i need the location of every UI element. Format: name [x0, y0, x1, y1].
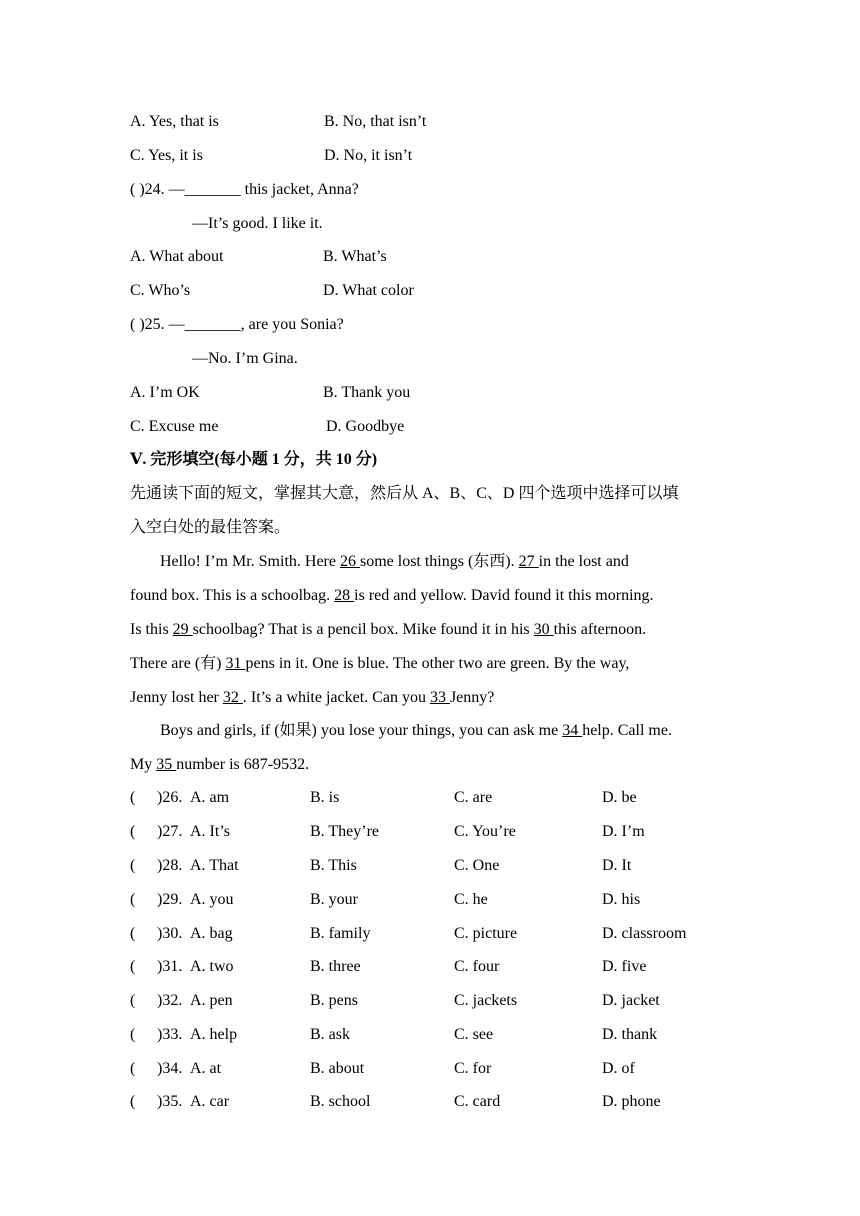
q25-option-b: B. Thank you: [323, 384, 411, 401]
option-a: A. bag: [190, 925, 233, 942]
blank-29: 29: [172, 621, 193, 638]
option-c: C. four: [454, 958, 500, 975]
section-instruction-line-1: 先通读下面的短文，掌握其大意，然后从 A、B、C、D 四个选项中选择可以填: [130, 485, 679, 502]
answer-paren: (: [130, 1093, 136, 1110]
blank-34: 34: [562, 722, 583, 739]
option-c: C. see: [454, 1026, 494, 1043]
option-d: D. thank: [602, 1026, 658, 1043]
option-c: C. You’re: [454, 823, 516, 840]
blank-33: 33: [429, 689, 450, 706]
question-number: )27.: [157, 823, 183, 840]
q24-option-a: A. What about: [130, 248, 224, 265]
option-d: D. jacket: [602, 992, 660, 1009]
option-b: B. is: [310, 789, 340, 806]
option-c: C. for: [454, 1060, 492, 1077]
option-c: C. he: [454, 891, 488, 908]
option-d: D. of: [602, 1060, 635, 1077]
option-d: D. classroom: [602, 925, 687, 942]
answer-paren: (: [130, 1026, 136, 1043]
option-d: D. It: [602, 857, 632, 874]
blank-28: 28: [334, 587, 355, 604]
cloze-question-33: [130, 1026, 770, 1046]
cloze-question-32: [130, 992, 770, 1012]
question-number: )31.: [157, 958, 183, 975]
answer-paren: (: [130, 857, 136, 874]
answer-paren: (: [130, 891, 136, 908]
option-c: C. picture: [454, 925, 518, 942]
question-number: )34.: [157, 1060, 183, 1077]
passage-line-6: Boys and girls, if (如果) you lose your things, you can ask me 34 help. Call me.: [160, 722, 672, 739]
q24-prompt: ( )24. —_______ this jacket, Anna?: [130, 181, 359, 198]
q24-option-d: D. What color: [323, 282, 414, 299]
option-b: B. ask: [310, 1026, 350, 1043]
option-b: B. pens: [310, 992, 358, 1009]
option-a: A. car: [190, 1093, 230, 1110]
question-number: )28.: [157, 857, 183, 874]
q23-option-c: C. Yes, it is: [130, 147, 203, 164]
option-b: B. school: [310, 1093, 371, 1110]
q24-option-b: B. What’s: [323, 248, 387, 265]
blank-27: 27: [518, 553, 539, 570]
option-d: D. his: [602, 891, 641, 908]
option-a: A. two: [190, 958, 234, 975]
q24-option-c: C. Who’s: [130, 282, 191, 299]
q23-option-a: A. Yes, that is: [130, 113, 219, 130]
option-c: C. card: [454, 1093, 501, 1110]
option-c: C. jackets: [454, 992, 518, 1009]
option-a: A. That: [190, 857, 239, 874]
q23-option-d: D. No, it isn’t: [324, 147, 413, 164]
cloze-question-30: [130, 925, 770, 945]
blank-30: 30: [533, 621, 554, 638]
question-number: )29.: [157, 891, 183, 908]
option-d: D. phone: [602, 1093, 661, 1110]
cloze-question-27: [130, 823, 770, 843]
option-b: B. three: [310, 958, 361, 975]
option-c: C. One: [454, 857, 500, 874]
option-a: A. help: [190, 1026, 238, 1043]
option-a: A. am: [190, 789, 230, 806]
q23-option-b: B. No, that isn’t: [324, 113, 427, 130]
option-d: D. five: [602, 958, 647, 975]
answer-paren: (: [130, 992, 136, 1009]
option-b: B. your: [310, 891, 358, 908]
passage-line-3: Is this 29 schoolbag? That is a pencil box. Mike found it in his 30 this afternoon.: [130, 621, 647, 638]
answer-paren: (: [130, 823, 136, 840]
section-heading: Ⅴ. 完形填空(每小题 1 分，共 10 分): [130, 451, 378, 468]
option-b: B. family: [310, 925, 371, 942]
option-d: D. I’m: [602, 823, 645, 840]
cloze-question-35: [130, 1093, 770, 1113]
passage-line-2: found box. This is a schoolbag. 28 is red and yellow. David found it this morning.: [130, 587, 654, 604]
q24-reply: —It’s good. I like it.: [192, 215, 323, 232]
question-number: )32.: [157, 992, 183, 1009]
answer-paren: (: [130, 1060, 136, 1077]
answer-paren: (: [130, 925, 136, 942]
option-b: B. They’re: [310, 823, 380, 840]
q25-option-c: C. Excuse me: [130, 418, 219, 435]
section-instruction-line-2: 入空白处的最佳答案。: [130, 519, 291, 536]
option-b: B. about: [310, 1060, 365, 1077]
option-a: A. at: [190, 1060, 222, 1077]
question-number: )35.: [157, 1093, 183, 1110]
question-number: )30.: [157, 925, 183, 942]
passage-line-4: There are (有) 31 pens in it. One is blue. The other two are green. By the way,: [130, 655, 630, 672]
option-a: A. you: [190, 891, 234, 908]
cloze-question-31: [130, 958, 770, 978]
question-number: )26.: [157, 789, 183, 806]
blank-31: 31: [225, 655, 246, 672]
blank-26: 26: [339, 553, 360, 570]
option-c: C. are: [454, 789, 493, 806]
option-a: A. It’s: [190, 823, 230, 840]
blank-32: 32: [222, 689, 243, 706]
q25-prompt: ( )25. —_______, are you Sonia?: [130, 316, 344, 333]
passage-line-7: My 35 number is 687-9532.: [130, 756, 310, 773]
question-number: )33.: [157, 1026, 183, 1043]
cloze-question-28: [130, 857, 770, 877]
q25-reply: —No. I’m Gina.: [192, 350, 298, 367]
answer-paren: (: [130, 789, 136, 806]
passage-line-1: Hello! I’m Mr. Smith. Here 26 some lost things (东西). 27 in the lost and: [160, 553, 629, 570]
cloze-question-29: [130, 891, 770, 911]
blank-35: 35: [156, 756, 177, 773]
cloze-question-34: [130, 1060, 770, 1080]
option-b: B. This: [310, 857, 357, 874]
option-a: A. pen: [190, 992, 233, 1009]
q25-option-d: D. Goodbye: [326, 418, 405, 435]
q25-option-a: A. I’m OK: [130, 384, 200, 401]
option-d: D. be: [602, 789, 637, 806]
answer-paren: (: [130, 958, 136, 975]
cloze-question-26: [130, 789, 770, 809]
passage-line-5: Jenny lost her 32 . It’s a white jacket. Can you 33 Jenny?: [130, 689, 495, 706]
